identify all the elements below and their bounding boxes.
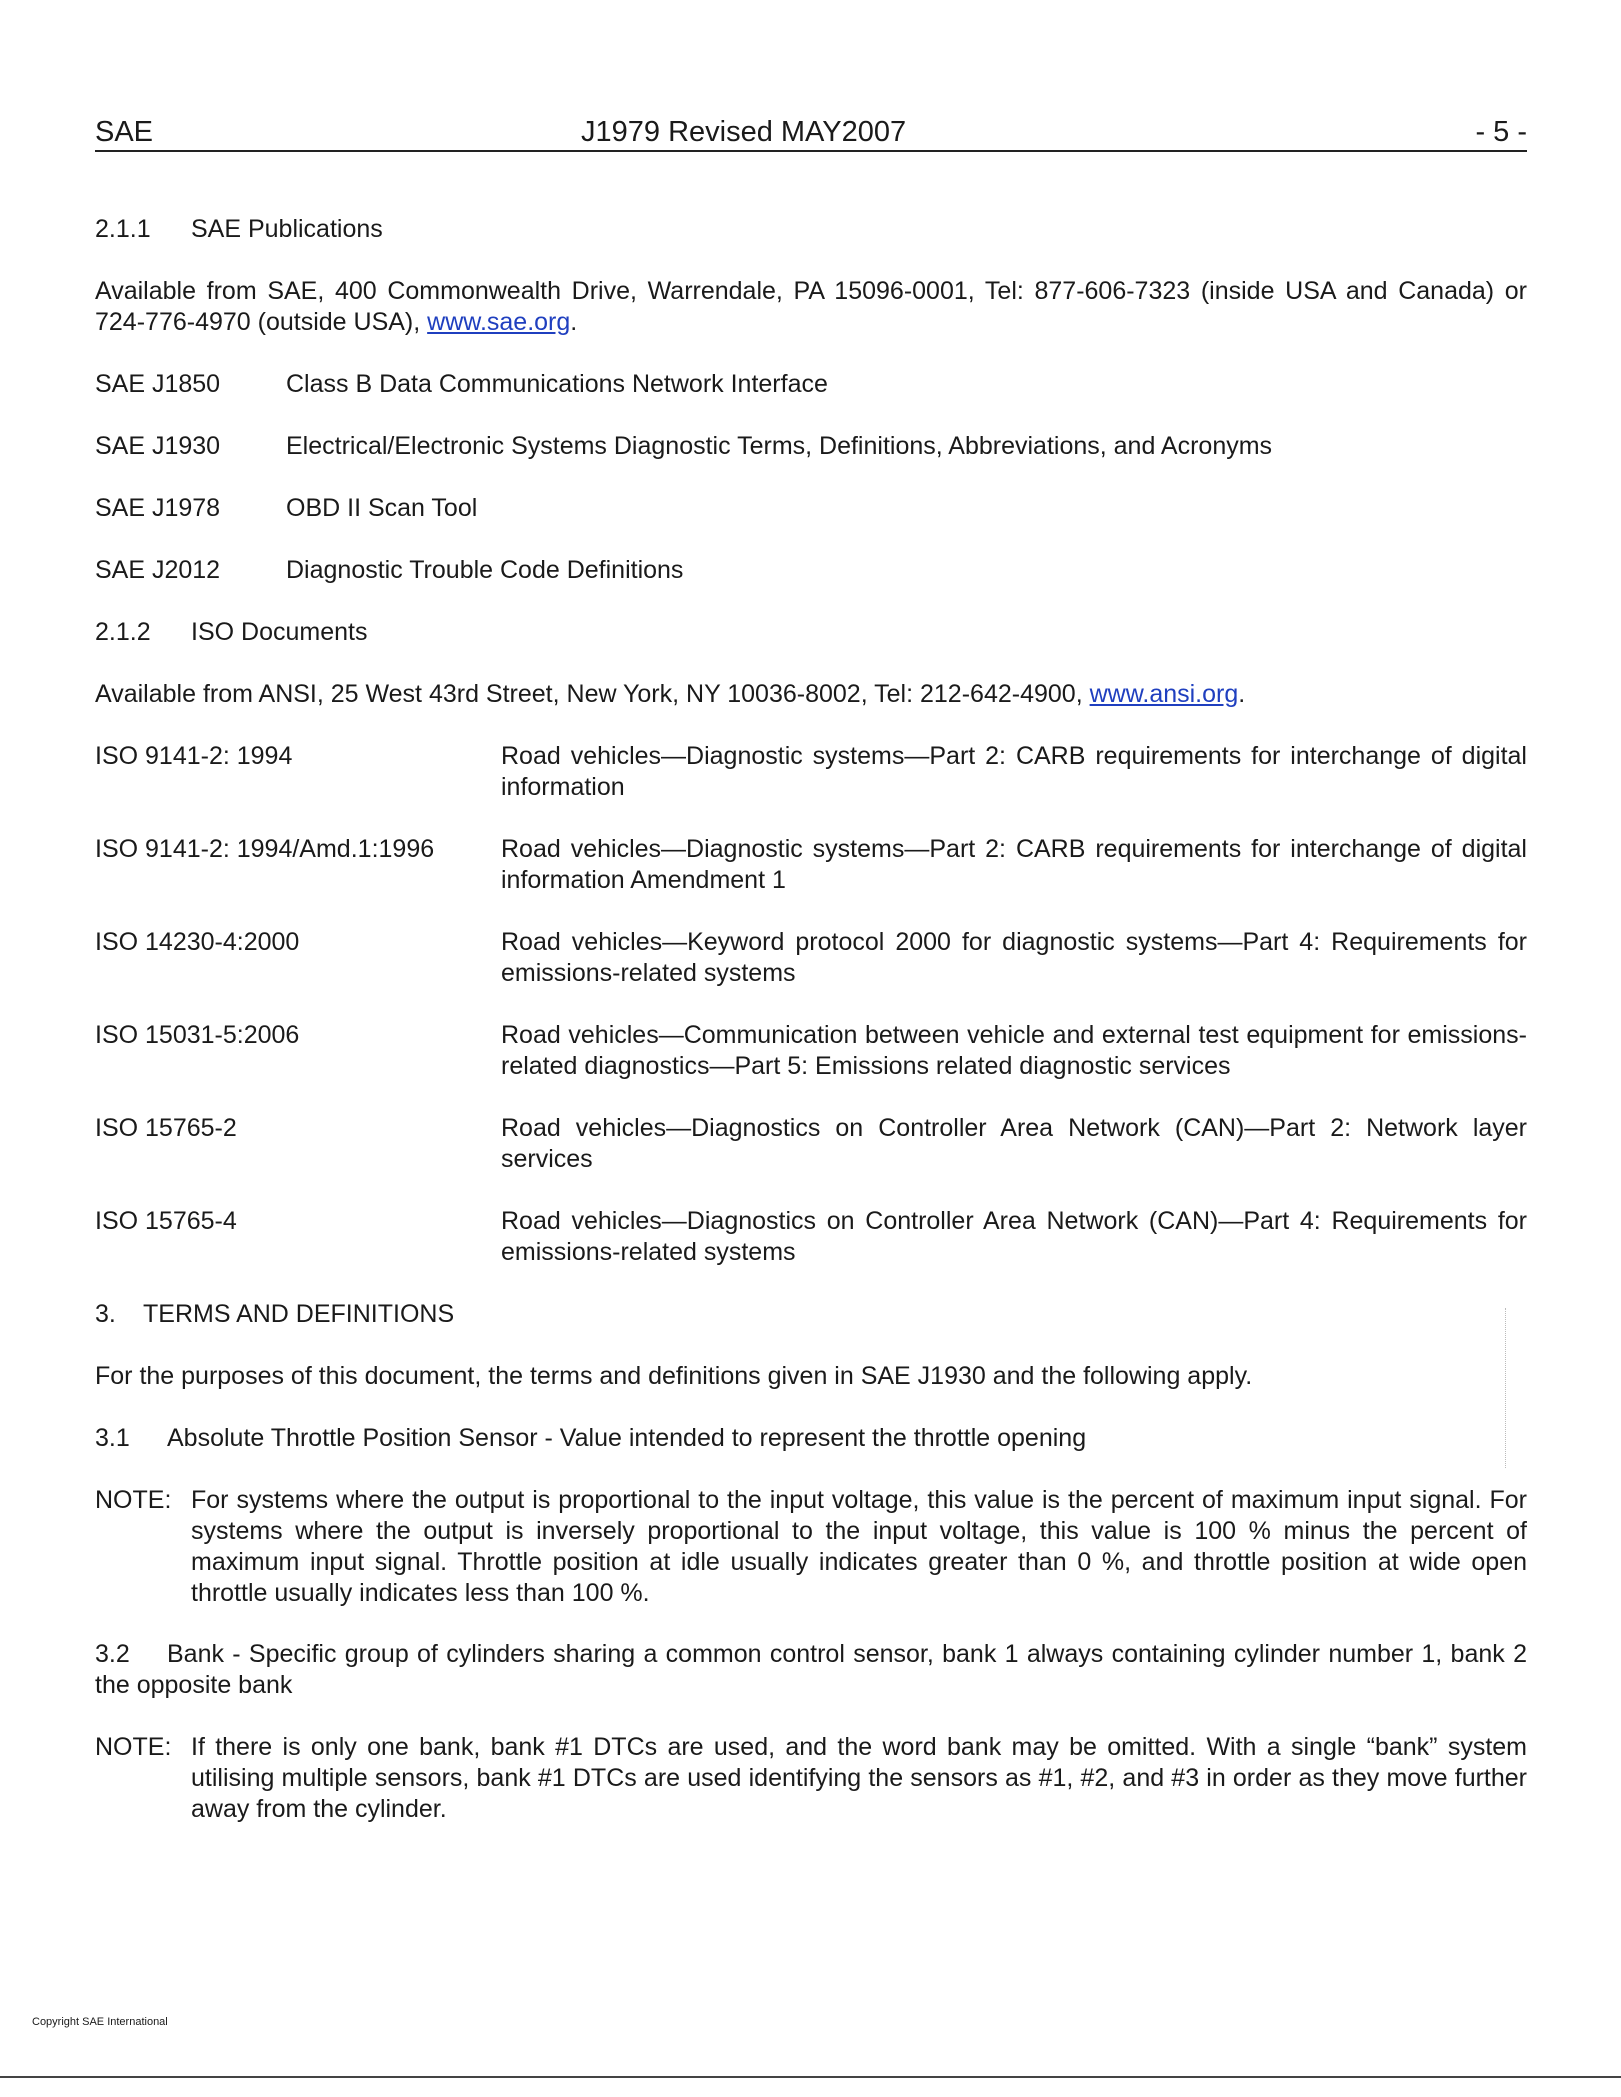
- definition-3-1: [95, 1423, 1086, 1454]
- note-label: NOTE:: [95, 1733, 172, 1761]
- section-2-1-2-heading: [95, 617, 367, 648]
- section-number: 3.: [95, 1300, 116, 1328]
- reference-code: ISO 15765-4: [95, 1207, 237, 1235]
- reference-code: SAE J1850: [95, 370, 221, 398]
- reference-code: SAE J1930: [95, 432, 221, 460]
- ansi-availability-paragraph: Available from ANSI, 25 West 43rd Street, New York, NY 10036-8002, Tel: 212-642-4900, www.ansi.org.: [95, 680, 1246, 708]
- definition-number: 3.1: [95, 1424, 130, 1452]
- reference-title: Road vehicles—Diagnostics on Controller Area Network (CAN)—Part 4: Requirements for emissions-related systems: [501, 1207, 1527, 1266]
- reference-code: ISO 9141-2: 1994: [95, 742, 293, 770]
- reference-title: Diagnostic Trouble Code Definitions: [286, 556, 684, 584]
- reference-title: Class B Data Communications Network Interface: [286, 370, 828, 398]
- section-3-heading: [95, 1299, 454, 1330]
- definition-3-2: [95, 1639, 1527, 1701]
- reference-code: SAE J2012: [95, 556, 221, 584]
- note-text: For systems where the output is proportional to the input voltage, this value is the percent of maximum input signal. For systems where the output is inversely proportional to the input voltage, this value is 100 % minus the percent of maximum input signal. Throttle position at idle usually indicates greater than 0 %, and throttle position at wide open throttle usually indicates less than 100 %.: [191, 1486, 1527, 1607]
- header-left: SAE: [95, 116, 154, 148]
- reference-title: Road vehicles—Keyword protocol 2000 for diagnostic systems—Part 4: Requirements for emissions-related systems: [501, 928, 1527, 987]
- reference-title: Road vehicles—Diagnostics on Controller Area Network (CAN)—Part 2: Network layer services: [501, 1114, 1527, 1173]
- reference-title: Road vehicles—Diagnostic systems—Part 2: CARB requirements for interchange of digital information: [501, 742, 1527, 801]
- section-title: TERMS AND DEFINITIONS: [143, 1300, 455, 1328]
- reference-code: ISO 14230-4:2000: [95, 928, 300, 956]
- reference-title: Road vehicles—Communication between vehicle and external test equipment for emissions-related diagnostics—Part 5: Emissions related diagnostic services: [501, 1021, 1527, 1080]
- terms-intro-paragraph: For the purposes of this document, the terms and definitions given in SAE J1930 and the following apply.: [95, 1362, 1253, 1390]
- bottom-divider: [0, 2076, 1621, 2078]
- reference-title: Electrical/Electronic Systems Diagnostic Terms, Definitions, Abbreviations, and Acronyms: [286, 432, 1273, 460]
- header-page-number: - 5 -: [1475, 116, 1527, 148]
- section-number: 2.1.1: [95, 215, 151, 243]
- section-title: SAE Publications: [191, 215, 383, 243]
- reference-code: SAE J1978: [95, 494, 221, 522]
- definition-text: Absolute Throttle Position Sensor - Value intended to represent the throttle opening: [167, 1424, 1087, 1452]
- reference-title: OBD II Scan Tool: [286, 494, 478, 522]
- definition-text: Bank - Specific group of cylinders sharing a common control sensor, bank 1 always containing cylinder number 1, bank 2 the opposite bank: [95, 1640, 1527, 1699]
- header-document-id: J1979 Revised MAY2007: [581, 116, 907, 148]
- page-header: [95, 114, 1527, 152]
- section-number: 2.1.2: [95, 618, 151, 646]
- sae-availability-paragraph: Available from SAE, 400 Commonwealth Drive, Warrendale, PA 15096-0001, Tel: 877-606-7323 (inside USA and Canada) or 724-776-4970 (outside USA), www.sae.org.: [95, 277, 1527, 336]
- copyright-footer: Copyright SAE International: [32, 2016, 168, 2028]
- section-title: ISO Documents: [191, 618, 368, 646]
- ansi-website-link[interactable]: www.ansi.org: [1089, 680, 1239, 708]
- sae-website-link[interactable]: www.sae.org: [427, 308, 571, 336]
- reference-title: Road vehicles—Diagnostic systems—Part 2: CARB requirements for interchange of digital information Amendment 1: [501, 835, 1527, 894]
- note-label: NOTE:: [95, 1486, 172, 1514]
- scan-artifact-marks: [1505, 1308, 1508, 1468]
- reference-code: ISO 9141-2: 1994/Amd.1:1996: [95, 835, 435, 863]
- reference-code: ISO 15031-5:2006: [95, 1021, 300, 1049]
- definition-number: 3.2: [95, 1640, 130, 1668]
- reference-code: ISO 15765-2: [95, 1114, 237, 1142]
- note-text: If there is only one bank, bank #1 DTCs are used, and the word bank may be omitted. With a single “bank” system utilising multiple sensors, bank #1 DTCs are used identifying the sensors as #1, #2, and #3 in order as they move further away from the cylinder.: [191, 1733, 1527, 1823]
- section-2-1-1-heading: [95, 214, 383, 245]
